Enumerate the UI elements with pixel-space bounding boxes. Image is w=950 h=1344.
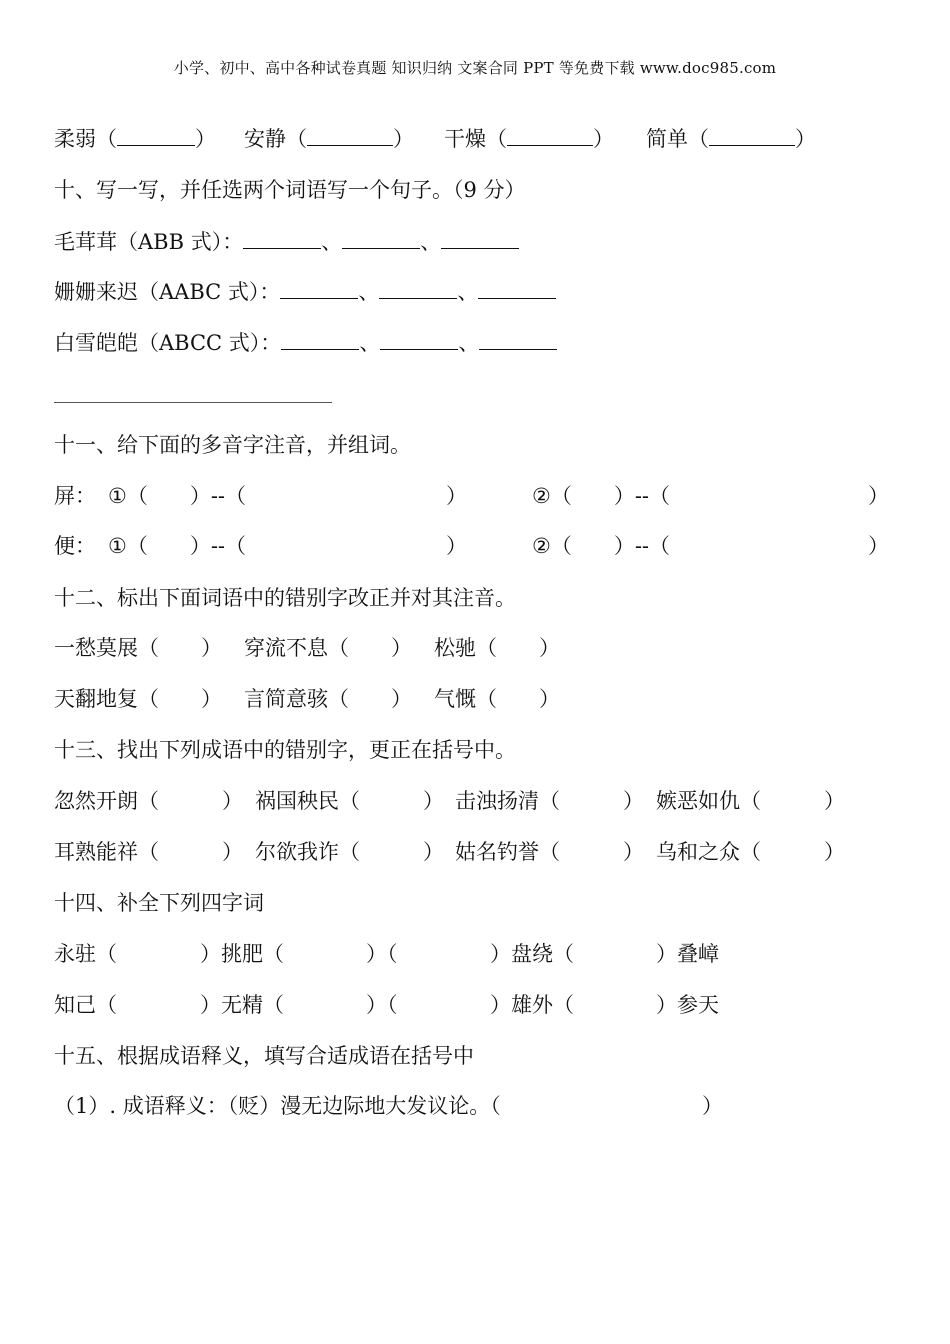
typo-item: 言简意骇（ ）: [244, 687, 412, 711]
idiom-item: 乌和之众（ ）: [656, 840, 845, 864]
typo-item: 穿流不息（ ）: [244, 636, 412, 660]
fill-word-part: ）（: [366, 942, 398, 966]
sec10-row: 毛茸茸（ABB 式）： 、 、: [54, 227, 519, 257]
fill-word-part: 知己（: [54, 993, 117, 1017]
fill-word-part: ）参天: [656, 993, 719, 1017]
pinyin-blank-1: ①（ ）--（: [108, 484, 247, 508]
section-15-title: 十五、根据成语释义，填写合适成语在括号中: [54, 1044, 474, 1068]
sentence-blank-line: [54, 402, 332, 403]
paren-close: ）: [446, 484, 467, 508]
fill-word-part: ）雄外（: [490, 993, 574, 1017]
section-11-title: 十一、给下面的多音字注音，并组词。: [54, 433, 411, 457]
polyphone-char: 便：: [54, 534, 96, 558]
section-10-title: 十、写一写，并任选两个词语写一个句子。（9 分）: [54, 178, 526, 202]
idiom-item: 耳熟能祥（ ）: [54, 840, 243, 864]
paren-close: ）: [446, 534, 467, 558]
paren-close: ）: [868, 484, 889, 508]
page-header: 小学、初中、高中各种试卷真题 知识归纳 文案合同 PPT 等免费下载 www.doc985.com: [173, 59, 777, 77]
typo-item: 松驰（ ）: [434, 636, 560, 660]
fill-word-part: ）叠嶂: [656, 942, 719, 966]
polyphone-char: 屏：: [54, 484, 96, 508]
section-12-title: 十二、标出下面词语中的错别字改正并对其注音。: [54, 586, 516, 610]
antonym-item: 简单（ ）: [646, 127, 816, 151]
paren-close: ）: [868, 534, 889, 558]
idiom-item: 忽然开朗（ ）: [54, 789, 243, 813]
sec10-row: 白雪皑皑（ABCC 式）： 、 、: [54, 328, 557, 358]
fill-word-part: 永驻（: [54, 942, 117, 966]
idiom-item: 姑名钓誉（ ）: [455, 840, 644, 864]
section-14-title: 十四、补全下列四字词: [54, 891, 264, 915]
paren-close: ）: [702, 1094, 723, 1118]
fill-word-part: ）（: [366, 993, 398, 1017]
idiom-item: 击浊扬清（ ）: [455, 789, 644, 813]
pinyin-blank-2: ②（ ）--（: [532, 484, 671, 508]
fill-word-part: ）无精（: [200, 993, 284, 1017]
antonym-item: 安静（ ）: [244, 127, 414, 151]
section-13-title: 十三、找出下列成语中的错别字，更正在括号中。: [54, 738, 516, 762]
antonym-item: 干燥（ ）: [444, 127, 614, 151]
typo-item: 气慨（ ）: [434, 687, 560, 711]
typo-item: 天翻地复（ ）: [54, 687, 222, 711]
pinyin-blank-1: ①（ ）--（: [108, 534, 247, 558]
fill-word-part: ）挑肥（: [200, 942, 284, 966]
sec10-row: 姗姗来迟（AABC 式）： 、 、: [54, 277, 556, 307]
fill-word-part: ）盘绕（: [490, 942, 574, 966]
idiom-item: 嫉恶如仇（ ）: [656, 789, 845, 813]
pinyin-blank-2: ②（ ）--（: [532, 534, 671, 558]
antonym-item: 柔弱（ ）: [54, 127, 216, 151]
definition-text: （1）. 成语释义：（贬）漫无边际地大发议论。（: [54, 1094, 501, 1118]
typo-item: 一愁莫展（ ）: [54, 636, 222, 660]
idiom-item: 祸国秧民（ ）: [255, 789, 444, 813]
idiom-item: 尔欲我诈（ ）: [255, 840, 444, 864]
